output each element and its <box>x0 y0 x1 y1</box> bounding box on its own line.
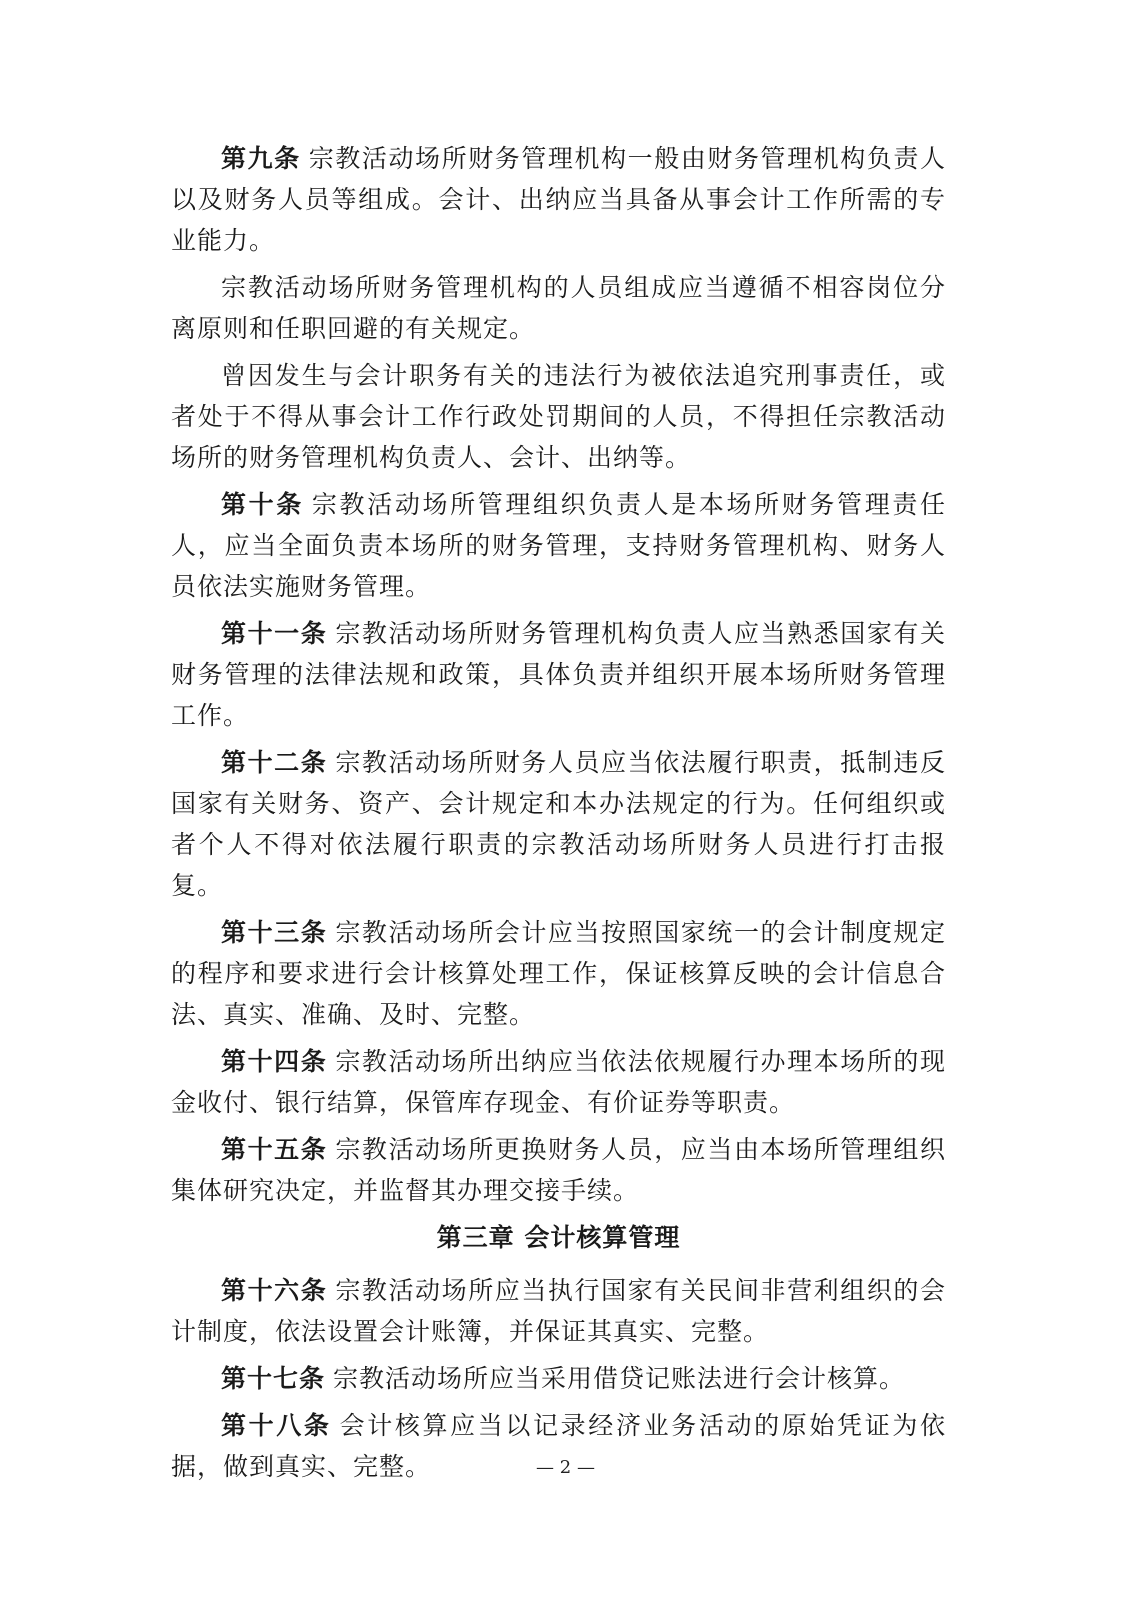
article-heading: 第九条 <box>221 144 301 173</box>
article-17-paragraph <box>171 1358 946 1399</box>
article-15-paragraph <box>171 1129 946 1211</box>
article-text: 宗教活动场所财务管理机构负责人应当熟悉国家有关财务管理的法律法规和政策，具体负责并组织开展本场所财务管理工作。 <box>171 619 946 730</box>
article-heading: 第十四条 <box>221 1047 328 1076</box>
page-number: — 2 — <box>536 1457 595 1478</box>
article-text: 曾因发生与会计职务有关的违法行为被依法追究刑事责任，或者处于不得从事会计工作行政处罚期间的人员，不得担任宗教活动场所的财务管理机构负责人、会计、出纳等。 <box>171 361 946 472</box>
article-text: 宗教活动场所管理组织负责人是本场所财务管理责任人，应当全面负责本场所的财务管理，支持财务管理机构、财务人员依法实施财务管理。 <box>171 490 946 601</box>
article-14-paragraph <box>171 1041 946 1123</box>
chapter-title: 第三章 会计核算管理 <box>436 1223 681 1252</box>
article-text: 宗教活动场所应当执行国家有关民间非营利组织的会计制度，依法设置会计账簿，并保证其真实、完整。 <box>171 1276 946 1346</box>
article-heading: 第十二条 <box>221 748 328 777</box>
article-heading: 第十七条 <box>221 1364 326 1393</box>
article-heading: 第十八条 <box>221 1411 332 1440</box>
article-text: 宗教活动场所出纳应当依法依规履行办理本场所的现金收付、银行结算，保管库存现金、有价证券等职责。 <box>171 1047 946 1117</box>
article-text: 会计核算应当以记录经济业务活动的原始凭证为依据，做到真实、完整。 <box>171 1411 946 1481</box>
article-13-paragraph <box>171 912 946 1035</box>
article-text: 宗教活动场所财务人员应当依法履行职责，抵制违反国家有关财务、资产、会计规定和本办法规定的行为。任何组织或者个人不得对依法履行职责的宗教活动场所财务人员进行打击报复。 <box>171 748 946 900</box>
article-text: 宗教活动场所财务管理机构一般由财务管理机构负责人以及财务人员等组成。会计、出纳应当具备从事会计工作所需的专业能力。 <box>171 144 946 255</box>
article-9-paragraph <box>171 138 946 261</box>
article-heading: 第十三条 <box>221 918 328 947</box>
article-heading: 第十六条 <box>221 1276 328 1305</box>
article-11-paragraph <box>171 613 946 736</box>
article-9-paragraph-3 <box>171 355 946 478</box>
article-text: 宗教活动场所更换财务人员，应当由本场所管理组织集体研究决定，并监督其办理交接手续。 <box>171 1135 946 1205</box>
article-heading: 第十条 <box>221 490 304 519</box>
article-heading: 第十一条 <box>221 619 328 648</box>
article-16-paragraph <box>171 1270 946 1352</box>
article-12-paragraph <box>171 742 946 906</box>
document-body <box>171 138 946 1493</box>
article-text: 宗教活动场所应当采用借贷记账法进行会计核算。 <box>333 1364 906 1393</box>
article-text: 宗教活动场所财务管理机构的人员组成应当遵循不相容岗位分离原则和任职回避的有关规定。 <box>171 273 946 343</box>
article-9-paragraph-2 <box>171 267 946 349</box>
article-text: 宗教活动场所会计应当按照国家统一的会计制度规定的程序和要求进行会计核算处理工作，保证核算反映的会计信息合法、真实、准确、及时、完整。 <box>171 918 946 1029</box>
article-10-paragraph <box>171 484 946 607</box>
article-heading: 第十五条 <box>221 1135 328 1164</box>
